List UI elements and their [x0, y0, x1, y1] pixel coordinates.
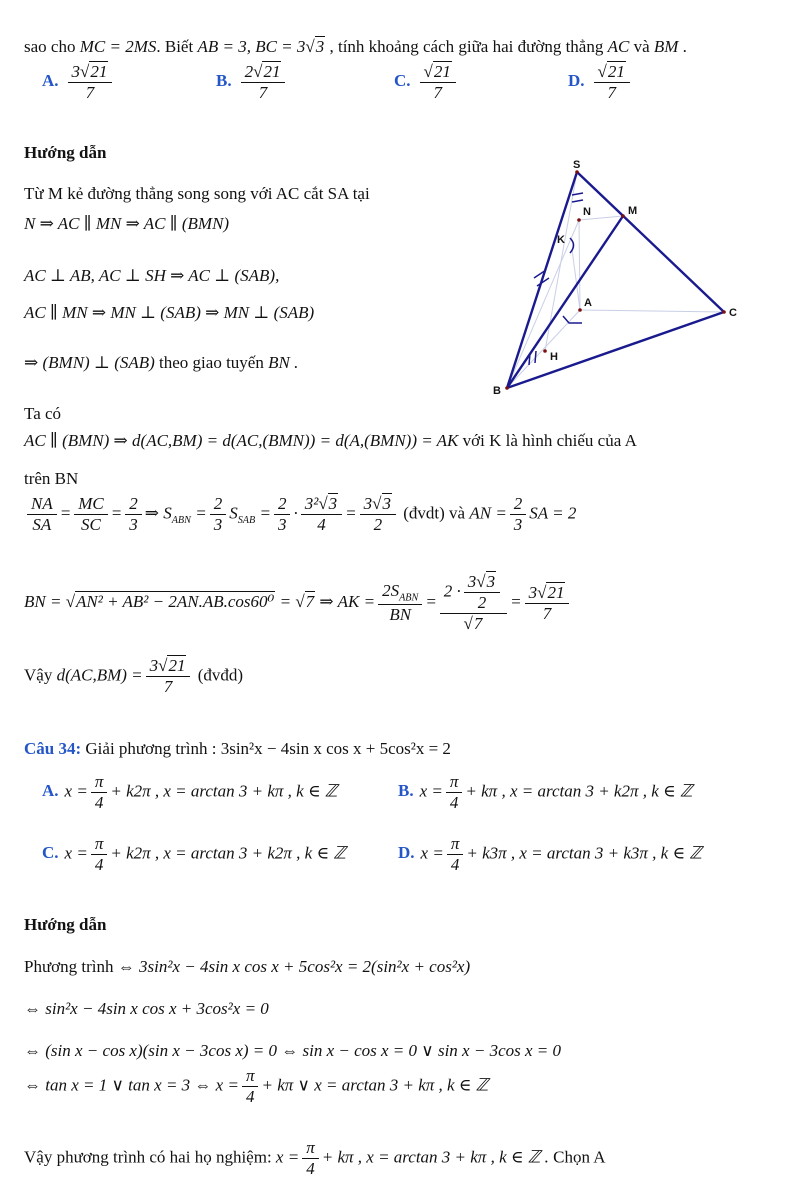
math-text: + k2π , x = arctan 3 + kπ , k ∈ ℤ	[110, 781, 338, 801]
plain-text: .	[678, 37, 687, 56]
radical	[464, 613, 484, 633]
math-text: MC = 2MS	[79, 37, 157, 56]
radical-body: 21	[263, 62, 281, 81]
q33-sol-formula5	[24, 431, 637, 451]
label-S: S	[573, 159, 581, 171]
math-text: ⇔ 3sin²x − 4sin x cos x + 5cos²x = 2(sin²x + cos²x)	[117, 957, 471, 976]
q34-option-b	[398, 772, 693, 813]
frac-num	[378, 581, 422, 606]
q34-sol-line3: ⇔ (sin x − cos x)(sin x − 3cos x) = 0 ⇔ sin x − cos x = 0 ∨ sin x − 3cos x = 0	[24, 1041, 562, 1060]
radical-sign: √	[295, 591, 305, 611]
frac-den: 2	[477, 593, 487, 613]
q34-sol-line4	[24, 1066, 488, 1107]
radical-sign: √	[158, 656, 168, 675]
frac	[146, 656, 191, 697]
frac	[91, 772, 108, 813]
frac-den: 7	[607, 83, 616, 103]
q34-option-d	[398, 834, 702, 875]
q33-sol-formula4	[24, 353, 298, 373]
frac-num: MC	[74, 494, 108, 515]
frac-num: 2	[510, 494, 527, 515]
option-value-fraction	[68, 62, 113, 103]
radical-sign: √	[372, 494, 382, 513]
frac-den: 7	[163, 677, 173, 697]
edge-AC	[580, 310, 724, 312]
subscript: ABN	[399, 592, 419, 604]
option-letter: D.	[568, 71, 585, 91]
frac-den: 4	[449, 793, 459, 813]
math-text: 2S	[382, 580, 400, 600]
frac-num	[594, 62, 630, 83]
radical-body: AN² + AB² − 2AN.AB.cos60⁰	[76, 591, 275, 611]
math-text: x =	[64, 843, 88, 863]
point-H	[543, 349, 547, 353]
frac	[210, 494, 227, 535]
frac-num: π	[91, 834, 108, 855]
frac-den: 4	[317, 515, 326, 535]
radical-body: 21	[168, 656, 186, 675]
frac-num: π	[91, 772, 108, 793]
diagram-marks	[529, 193, 583, 365]
label-H: H	[550, 351, 558, 363]
diagram-main-edges	[507, 172, 724, 388]
radical-sign: √	[253, 62, 263, 81]
q34-option-a	[42, 772, 337, 813]
q33-conclusion-line	[24, 656, 243, 697]
radical-body: 7	[473, 614, 483, 634]
math-text: BN .	[268, 353, 299, 372]
label-C: C	[729, 307, 737, 319]
option-letter: A.	[42, 781, 59, 801]
frac	[510, 494, 527, 535]
frac-den: 7	[85, 83, 95, 103]
plain-text: sao cho	[24, 37, 80, 56]
math-text: AC	[607, 37, 630, 56]
frac-den: 3	[129, 515, 138, 535]
math-text: SA = 2	[529, 503, 577, 523]
frac-den: 3	[513, 515, 523, 535]
frac-den: 7	[258, 83, 268, 103]
option-letter: B.	[216, 71, 232, 91]
frac-num	[146, 656, 191, 677]
q33-sol-line1: Từ M kẻ đường thẳng song song với AC cắt SA tại	[24, 184, 370, 203]
radical	[305, 36, 325, 56]
option-letter: C.	[394, 71, 411, 91]
radical-body: 21	[90, 62, 108, 81]
plain-text: Vậy	[24, 665, 57, 685]
math-text: ⇔ tan x = 1 ∨ tan x = 3 ⇔ x =	[24, 1075, 239, 1095]
frac-num	[420, 62, 456, 83]
math-text: ⇒ S	[144, 503, 172, 523]
coef: 2	[244, 62, 254, 81]
frac-den: 7	[542, 603, 552, 623]
option-letter: C.	[42, 843, 59, 863]
frac	[360, 494, 396, 535]
edge-BS	[507, 172, 577, 388]
frac-den: 4	[245, 1087, 255, 1107]
big-frac	[440, 572, 507, 634]
math-text: AC ∥ (BMN) ⇒ d(AC,BM) = d(AC,(BMN)) = d(A,(BMN)) = AK	[24, 431, 459, 450]
frac	[446, 772, 463, 813]
label-M: M	[628, 205, 638, 217]
option-value-fraction	[420, 62, 456, 103]
inner-frac	[464, 572, 500, 613]
radical	[295, 591, 315, 611]
radical-sign: √	[597, 62, 607, 81]
coef: 3	[71, 62, 81, 81]
frac	[447, 834, 464, 875]
q34-stem-line	[24, 739, 451, 759]
frac-num	[440, 572, 507, 614]
frac-den: 3	[213, 515, 223, 535]
frac-den: 4	[94, 855, 104, 875]
radical	[66, 591, 276, 611]
plain-text: Chọn A	[548, 1147, 606, 1167]
frac-num	[464, 572, 500, 593]
frac-num: NA	[27, 494, 57, 515]
frac	[301, 494, 342, 535]
math-text: x =	[419, 781, 443, 801]
option-letter: D.	[398, 843, 415, 863]
q33-option-a	[42, 62, 115, 103]
frac-num	[525, 583, 570, 604]
math-text: BM	[653, 37, 679, 56]
frac	[125, 494, 142, 535]
radical-sign: √	[305, 37, 315, 56]
q33-option-c	[394, 62, 459, 103]
option-value-fraction	[241, 62, 286, 103]
option-value-fraction	[594, 62, 630, 103]
radical	[372, 493, 392, 513]
q33-bn-ak-line	[24, 572, 572, 634]
frac-den: SA	[32, 515, 52, 535]
plain-text: Vậy phương trình có hai họ nghiệm:	[24, 1147, 276, 1167]
math-text: x =	[275, 1147, 300, 1167]
q33-sol-taco: Ta có	[24, 404, 62, 423]
point-A	[578, 308, 582, 312]
frac-num	[68, 62, 113, 83]
q33-sol-formula2: AC ⊥ AB, AC ⊥ SH ⇒ AC ⊥ (SAB),	[24, 266, 280, 285]
point-N	[577, 218, 581, 222]
radical-body: 7	[305, 591, 315, 611]
question-number: Câu 34:	[24, 739, 82, 758]
tick-BH-2	[535, 351, 536, 363]
math-text: ⇒ (BMN) ⊥ (SAB)	[24, 353, 160, 372]
frac-den: 4	[306, 1159, 315, 1179]
frac-den: 4	[94, 793, 104, 813]
edge-BN	[507, 220, 579, 388]
math-text: ⇒ AK =	[319, 591, 376, 611]
frac	[27, 494, 57, 535]
radical-sign: √	[537, 582, 547, 602]
frac	[242, 1066, 259, 1107]
math-text: + kπ , x = arctan 3 + kπ , k ∈ ℤ .	[321, 1147, 549, 1167]
plain-text: với K là hình chiếu của A	[458, 431, 637, 450]
equals: =	[110, 503, 123, 523]
frac	[302, 1138, 319, 1179]
math-text: + k3π , x = arctan 3 + k3π , k ∈ ℤ	[466, 843, 702, 863]
radical-body: 3	[486, 572, 496, 591]
radical-body: 21	[547, 582, 565, 602]
radical	[476, 571, 496, 591]
option-letter: B.	[398, 781, 414, 801]
edge-BC	[507, 312, 724, 388]
frac	[74, 494, 108, 535]
frac-num: 2	[274, 494, 291, 515]
frac-num: 2	[125, 494, 142, 515]
subscript: ABN	[171, 515, 191, 527]
frac-den: 2	[373, 515, 383, 535]
frac-num: π	[242, 1066, 259, 1087]
tick-BH-1	[529, 353, 530, 365]
math-text: x =	[64, 781, 88, 801]
plain-text: . Biết	[156, 37, 198, 56]
radical-sign: √	[65, 591, 76, 611]
frac	[378, 581, 422, 626]
plain-text: Phương trình	[24, 957, 118, 976]
geometry-diagram	[483, 156, 751, 398]
radical	[80, 61, 108, 81]
q33-option-d	[568, 62, 633, 103]
q34-sol-line1	[24, 957, 470, 977]
frac	[91, 834, 108, 875]
point-B	[505, 386, 509, 390]
math-text: x =	[420, 843, 444, 863]
frac-den: 3	[277, 515, 287, 535]
q33-sol-formula1: N ⇒ AC ∥ MN ⇒ AC ∥ (BMN)	[24, 214, 230, 233]
frac-num: π	[446, 772, 463, 793]
radical-sign: √	[318, 494, 328, 513]
point-M	[621, 214, 625, 218]
label-K: K	[557, 234, 565, 246]
right-angle-mark-A	[563, 316, 582, 323]
frac-den	[440, 614, 507, 634]
math-text: + kπ ∨ x = arctan 3 + kπ , k ∈ ℤ	[261, 1075, 489, 1095]
math-text: S	[229, 503, 238, 523]
equals: =	[345, 503, 357, 523]
math-text: 3²	[304, 494, 319, 513]
plain-text: và	[629, 37, 654, 56]
frac-num: π	[447, 834, 464, 855]
plain-text: , tính khoảng cách giữa hai đường thẳng	[325, 37, 608, 56]
frac	[274, 494, 291, 535]
q33-solution-heading: Hướng dẫn	[24, 143, 107, 162]
q34-option-c	[42, 834, 346, 875]
frac-num: 2	[210, 494, 227, 515]
q33-statement-line	[24, 37, 687, 57]
q34-sol-line2: ⇔ sin²x − 4sin x cos x + 3cos²x = 0	[24, 999, 269, 1018]
math-text: 3	[528, 582, 538, 602]
q33-option-b	[216, 62, 288, 103]
radical-sign: √	[463, 614, 473, 634]
radical	[318, 493, 338, 513]
frac-num	[241, 62, 286, 83]
math-text: AN =	[469, 503, 507, 523]
frac-den: SC	[81, 515, 101, 535]
frac-den: BN	[389, 605, 412, 625]
frac-den: 7	[433, 83, 442, 103]
radical-sign: √	[476, 572, 486, 591]
frac-num	[360, 494, 396, 515]
equals: =	[425, 591, 437, 611]
diagram-points	[505, 170, 726, 390]
label-N: N	[583, 206, 591, 218]
math-text: d(AC,BM) =	[56, 665, 143, 685]
equals: =	[195, 503, 207, 523]
radical	[537, 582, 565, 602]
radical-body: 21	[607, 62, 625, 81]
q33-sol-formula3: AC ∥ MN ⇒ MN ⊥ (SAB) ⇒ MN ⊥ (SAB)	[24, 303, 315, 322]
math-text: 3	[467, 572, 477, 591]
q33-area-ratio-line	[24, 494, 576, 535]
math-text: 2 ·	[443, 581, 461, 601]
radical	[598, 61, 626, 81]
radical-body: 3	[328, 494, 338, 513]
radical-body: 21	[433, 62, 451, 81]
label-A: A	[584, 297, 592, 309]
equals: =	[259, 503, 271, 523]
tick-SN-2	[572, 200, 583, 202]
radical-body: 3	[315, 37, 325, 56]
frac	[525, 583, 570, 624]
math-text: 3	[363, 494, 373, 513]
plain-text: (đvđd)	[193, 665, 244, 685]
radical	[158, 655, 186, 675]
frac-num	[301, 494, 342, 515]
edge-NA	[579, 220, 580, 310]
radical-sign: √	[423, 62, 433, 81]
plain-text: trên BN	[24, 469, 79, 488]
radical	[253, 61, 281, 81]
math-text: BN =	[24, 591, 62, 611]
equals: =	[510, 591, 522, 611]
plain-text: (đvdt) và	[403, 503, 470, 523]
math-text: + kπ , x = arctan 3 + k2π , k ∈ ℤ	[465, 781, 693, 801]
radical-sign: √	[80, 62, 90, 81]
radical-body: 3	[382, 494, 391, 513]
q33-sol-formula5b	[24, 469, 78, 489]
q34-conclusion-line	[24, 1138, 606, 1179]
math-text: 3	[149, 656, 159, 675]
plain-text: theo giao tuyến	[159, 353, 269, 372]
subscript: SAB	[237, 515, 256, 527]
equals: =	[59, 503, 72, 523]
radical	[424, 61, 452, 81]
frac-den: 4	[450, 855, 460, 875]
point-C	[722, 310, 726, 314]
math-text: AB = 3, BC = 3	[197, 37, 306, 56]
edge-SC	[577, 172, 724, 312]
math-text: + k2π , x = arctan 3 + k2π , k ∈ ℤ	[110, 843, 346, 863]
question-text: Giải phương trình : 3sin²x − 4sin x cos x + 5cos²x = 2	[81, 739, 451, 758]
equals: =	[279, 591, 292, 611]
multiply-dot: ·	[293, 503, 298, 523]
option-letter: A.	[42, 71, 59, 91]
q34-solution-heading: Hướng dẫn	[24, 915, 107, 934]
label-B: B	[493, 385, 501, 397]
frac-num: π	[302, 1138, 319, 1159]
